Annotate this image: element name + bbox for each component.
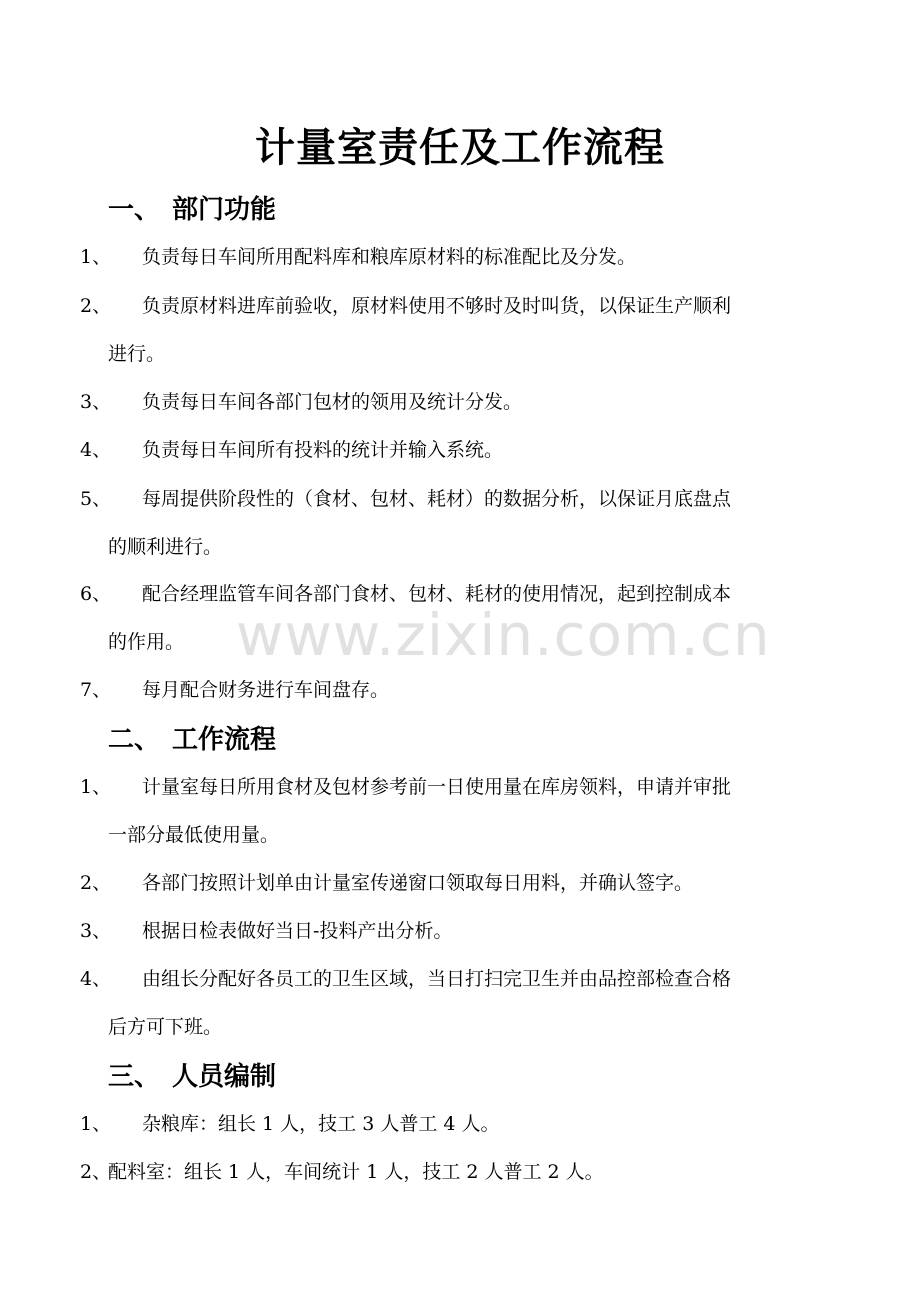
section-title: 人员编制 bbox=[172, 1062, 277, 1092]
item-text: 根据日检表做好当日-投料产出分析。 bbox=[142, 920, 453, 942]
section-title: 部门功能 bbox=[172, 195, 277, 225]
item-number: 1、 bbox=[80, 246, 112, 268]
section-heading-staffing bbox=[108, 1059, 276, 1095]
item-text: 各部门按照计划单由计量室传递窗口领取每日用料，并确认签字。 bbox=[142, 872, 694, 894]
item-text-continued: 的顺利进行。 bbox=[108, 536, 223, 558]
item-text: 配料室：组长 1 人，车间统计 1 人，技工 2 人普工 2 人。 bbox=[108, 1161, 604, 1183]
item-text-continued: 后方可下班。 bbox=[108, 1016, 223, 1038]
item-number: 4、 bbox=[80, 439, 112, 461]
section-heading-workflow bbox=[108, 722, 276, 758]
list-item bbox=[80, 1148, 820, 1196]
item-text-continued: 进行。 bbox=[108, 343, 166, 365]
document-title: 计量室责任及工作流程 bbox=[255, 125, 665, 171]
item-number: 3、 bbox=[80, 920, 112, 942]
item-number: 6、 bbox=[80, 583, 112, 605]
item-text: 负责每日车间所用配料库和粮库原材料的标准配比及分发。 bbox=[142, 246, 637, 268]
item-text: 负责每日车间各部门包材的领用及统计分发。 bbox=[142, 391, 523, 413]
section-heading-functions bbox=[108, 192, 276, 228]
list-item bbox=[80, 378, 820, 426]
item-text-continued: 一部分最低使用量。 bbox=[108, 824, 280, 846]
list-item bbox=[80, 426, 820, 474]
watermark: www.zixin.com.cn bbox=[236, 601, 771, 669]
item-text: 配合经理监管车间各部门食材、包材、耗材的使用情况，起到控制成本 bbox=[142, 583, 732, 605]
item-number: 3、 bbox=[80, 391, 112, 413]
list-item bbox=[80, 955, 820, 1051]
list-item bbox=[80, 666, 820, 714]
item-text: 杂粮库：组长 1 人，技工 3 人普工 4 人。 bbox=[142, 1113, 500, 1135]
list-item bbox=[80, 859, 820, 907]
item-number: 7、 bbox=[80, 679, 112, 701]
item-text: 负责每日车间所有投料的统计并输入系统。 bbox=[142, 439, 504, 461]
item-text: 每周提供阶段性的（食材、包材、耗材）的数据分析，以保证月底盘点 bbox=[142, 488, 732, 510]
section-number: 二、 bbox=[108, 725, 161, 755]
list-item bbox=[80, 282, 820, 378]
list-item bbox=[80, 907, 820, 955]
item-text: 由组长分配好各员工的卫生区域，当日打扫完卫生并由品控部检查合格 bbox=[142, 968, 732, 990]
list-item bbox=[80, 1100, 820, 1148]
item-text-continued: 的作用。 bbox=[108, 631, 185, 653]
item-number: 2、 bbox=[80, 1161, 112, 1183]
item-number: 1、 bbox=[80, 776, 112, 798]
item-text: 每月配合财务进行车间盘存。 bbox=[142, 679, 390, 701]
section-number: 一、 bbox=[108, 195, 161, 225]
section-number: 三、 bbox=[108, 1062, 161, 1092]
section-title: 工作流程 bbox=[172, 725, 277, 755]
list-item bbox=[80, 475, 820, 571]
item-number: 2、 bbox=[80, 295, 112, 317]
item-number: 4、 bbox=[80, 968, 112, 990]
list-item bbox=[80, 763, 820, 859]
item-text: 负责原材料进库前验收，原材料使用不够时及时叫货，以保证生产顺利 bbox=[142, 295, 732, 317]
item-number: 5、 bbox=[80, 488, 112, 510]
item-number: 1、 bbox=[80, 1113, 112, 1135]
item-text: 计量室每日所用食材及包材参考前一日使用量在库房领料，申请并审批 bbox=[142, 776, 732, 798]
item-number: 2、 bbox=[80, 872, 112, 894]
list-item bbox=[80, 233, 820, 281]
